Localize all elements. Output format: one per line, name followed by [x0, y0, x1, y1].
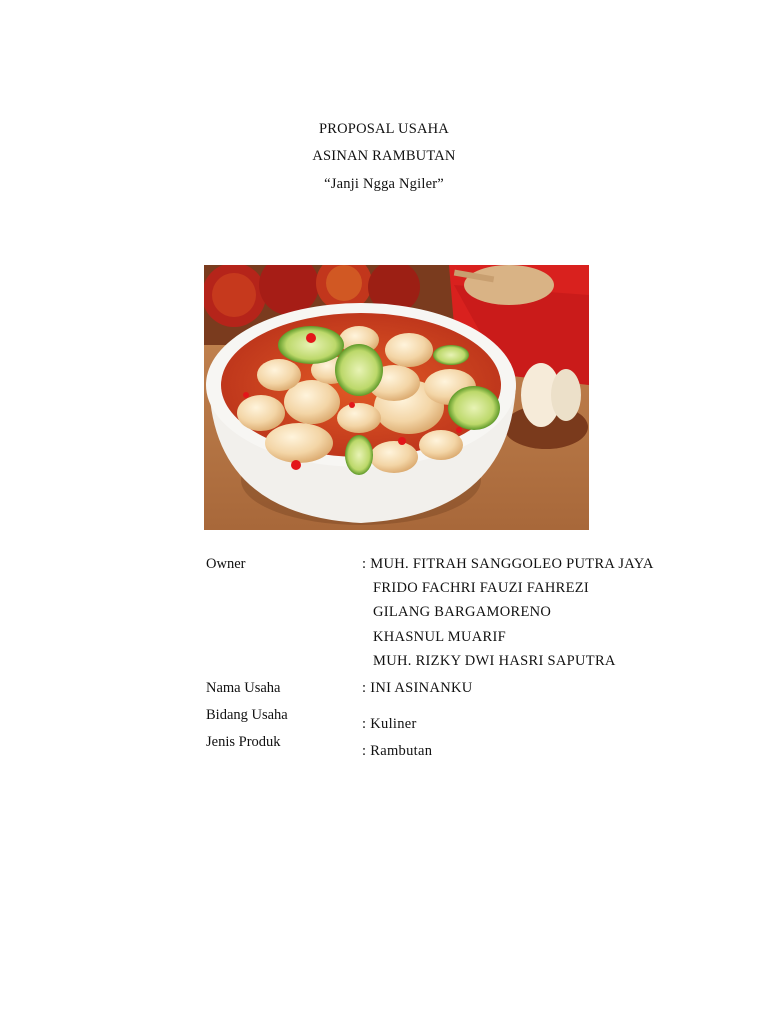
- owner-name-5: MUH. RIZKY DWI HASRI SAPUTRA: [373, 653, 616, 669]
- owner-name-4: KHASNUL MUARIF: [373, 629, 506, 645]
- title-line-1: PROPOSAL USAHA: [319, 121, 449, 137]
- nama-usaha-value: : INI ASINANKU: [362, 680, 473, 696]
- owner-label: Owner: [206, 556, 246, 572]
- owner-name-2: FRIDO FACHRI FAUZI FAHREZI: [373, 580, 590, 596]
- jenis-produk-label: Jenis Produk: [206, 734, 281, 750]
- bidang-usaha-value: : Kuliner: [362, 716, 417, 732]
- title-line-2: ASINAN RAMBUTAN: [312, 148, 456, 164]
- product-photo: [204, 265, 589, 530]
- nama-usaha-label: Nama Usaha: [206, 680, 281, 696]
- jenis-produk-value: : Rambutan: [362, 743, 433, 759]
- owner-name-3: GILANG BARGAMORENO: [373, 604, 552, 620]
- bidang-usaha-label: Bidang Usaha: [206, 707, 288, 723]
- owner-name-1: : MUH. FITRAH SANGGOLEO PUTRA JAYA: [362, 556, 654, 572]
- title-tagline: “Janji Ngga Ngiler”: [324, 176, 444, 192]
